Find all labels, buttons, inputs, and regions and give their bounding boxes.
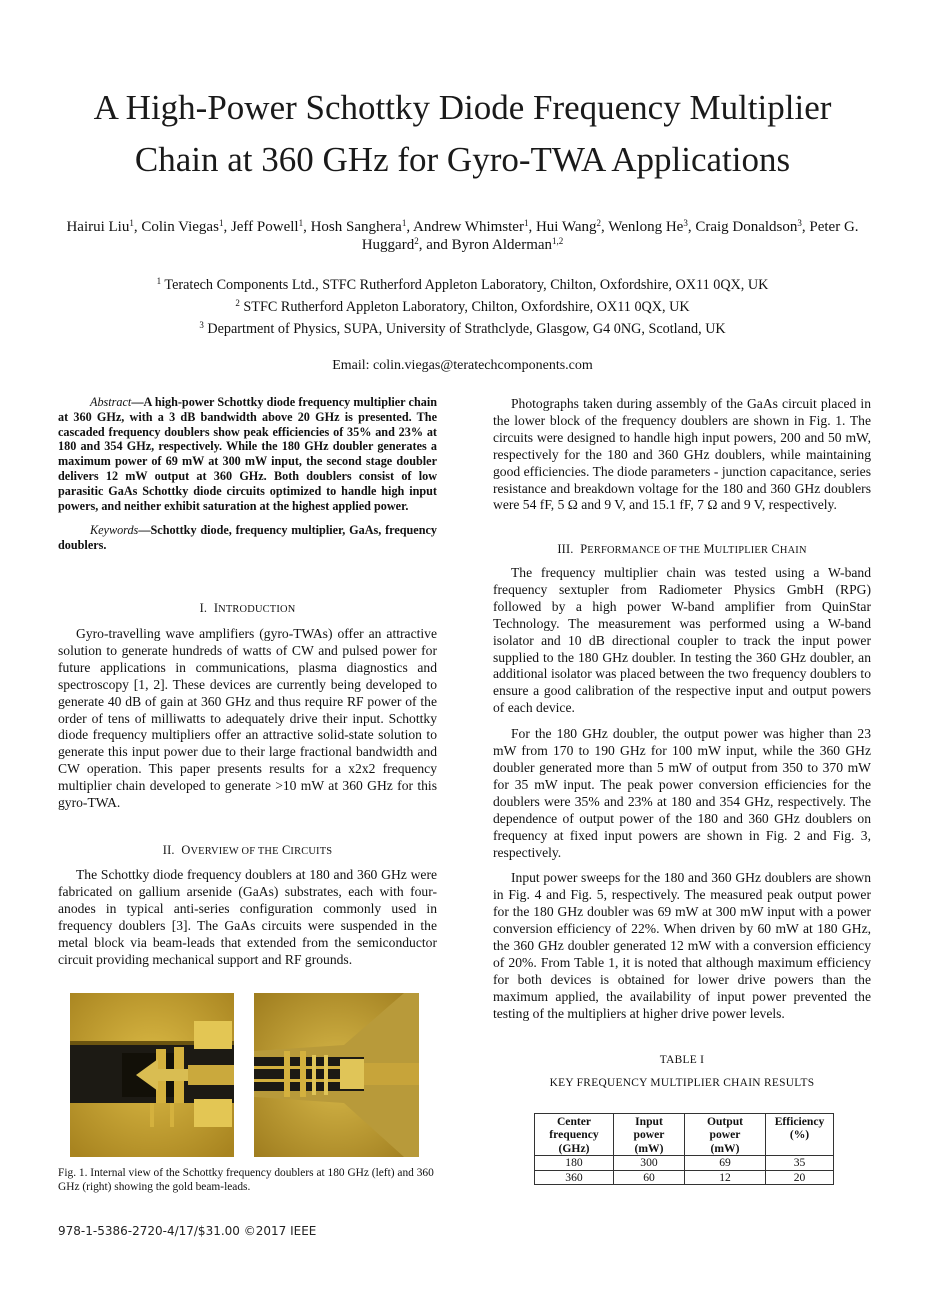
affiliation-2: $^2$ STFC Rutherford Appleton Laboratory, Chilton, Oxfordshire, OX11 0QX, UK [235,298,690,315]
table-cell: 35 [766,1156,834,1170]
overview-body: The Schottky diode frequency doublers at 180 and 360 GHz were fabricated on gallium arsenide (GaAs) substrates, each with four-anodes in typical anti-series configuration commonly used in frequency doublers [3]. The GaAs circuits were suspended in the metal block via beam-leads that extended from the semiconductor circuit providing mechanical support and RF grounds. [58,867,437,967]
keywords-label: Keywords [90,523,139,538]
affiliation-marker: 2 [596,218,602,228]
affiliation-marker: 1 [401,218,407,228]
section-heading-introduction: I. INTRODUCTION [199,601,296,615]
figure-1-photo-360ghz [254,993,419,1157]
author: Byron Alderman [451,237,553,253]
table-cell: 12 [685,1170,766,1184]
author: Jeff Powell [230,219,299,235]
affiliation-marker: 2 [414,236,419,246]
author: Wenlong He [608,219,684,235]
affiliation-marker: 2 [235,298,240,308]
table-cell: 20 [766,1170,834,1184]
affiliation-marker: 1 [523,218,529,228]
author: Andrew Whimster [413,219,524,235]
section-heading-performance: III. PERFORMANCE OF THE MULTIPLIER CHAIN [557,542,807,556]
author: Colin Viegas [141,219,219,235]
table-1-title: KEY FREQUENCY MULTIPLIER CHAIN RESULTS [549,1077,815,1089]
abstract: Abstract—A high-power Schottky diode frequency multiplier chain at 360 GHz, with a 3 dB bandwidth above 20 GHz is presented. The cascaded frequency doublers show peak efficiencies of 35% and 23% at 180 and 354 GHz, respectively. While the 180 GHz doubler generates a maximum power of 69 mW at 300 mW input, the second stage doubler delivers 12 mW output at 360 GHz. Both doublers consist of low parasitic GaAs Schottky diode circuits optimized to handle high input powers, and neither exhibit saturation at the highest applied power. Keywords—Schottky diode, frequency multiplier, GaAs, frequency doublers. [58,395,437,553]
table-header-cell: Input power (mW) [614,1114,685,1156]
table-header-cell: Center frequency (GHz) [535,1114,614,1156]
performance-paragraph-3: Input power sweeps for the 180 and 360 GHz doublers are shown in Fig. 4 and Fig. 5, respectively. The measured peak output power for the 180 GHz doubler was 69 mW at 300 mW input with a power conversion efficiency of 22%. When driven by 60 mW at 180 GHz, the 360 GHz doubler generated 12 mW with a conversion efficiency of 20%. From Table 1, it is noted that although maximum efficiency for both devices is obtained for lower drive powers than the maximum applied, the availability of input power prevented the testing of the multipliers at higher drive power levels. [493,870,871,1021]
affiliation-3: $^3$ Department of Physics, SUPA, University of Strathclyde, Glasgow, G4 0NG, Scotland, UK [199,320,726,337]
doubler-180ghz-image [70,993,234,1157]
section-heading-overview: II. OVERVIEW OF THE CIRCUITS [162,843,333,857]
table-header-cell: Output power (mW) [685,1114,766,1156]
introduction-body: Gyro-travelling wave amplifiers (gyro-TWAs) offer an attractive solution to generate hundreds of watts of CW and pulsed power for future applications in communications, plasma diagnostics and spectroscopy [1, 2]. These devices are currently being developed to generate 40 dB of gain at 360 GHz and thus require RF power of the order of tens of milliwatts to adequately drive their input. Schottky diode frequency multipliers offer an attractive solid-state solution to generate this input power due to their large fractional bandwidth and CW operation. This paper presents results for a x2x2 frequency multiplier chain developed to generate >10 mW at 360 GHz for this gyro-TWA. [58,626,437,811]
performance-body [493,565,871,1023]
affiliation-marker: 1 [298,218,304,228]
author-list: Hairui Liu$^1$, Colin Viegas$^1$, Jeff Powell$^1$, Hosh Sanghera$^1$, Andrew Whimster$^1$, Hui Wang$^2$, Wenlong He$^3$, Craig Donaldson$^3$, Peter G. Huggard$^2$, and Byron Alderman$^{1,2}$ [66,218,859,253]
figure-1-caption: Fig. 1. Internal view of the Schottky frequency doublers at 180 GHz (left) and 360 GHz (right) showing the gold beam-leads. [58,1167,434,1193]
table-1-label: TABLE I [659,1054,705,1066]
title-line-2: Chain at 360 GHz for Gyro-TWA Applications [134,140,791,179]
affiliation-1: $^1$ Teratech Components Ltd., STFC Rutherford Appleton Laboratory, Chilton, Oxfordshire, OX11 0QX, UK [156,276,769,293]
affiliation-marker: 3 [199,320,204,330]
author: Hui Wang [535,219,597,235]
affiliation-marker: 1,2 [552,236,564,246]
table-cell: 300 [614,1156,685,1170]
table-row [535,1156,834,1170]
title-line-1: A High-Power Schottky Diode Frequency Multiplier [93,88,832,127]
author: Hosh Sanghera [310,219,402,235]
author: Peter G. Huggard [361,219,859,253]
keywords-text: Schottky diode, frequency multiplier, GaAs, frequency doublers. [58,523,437,553]
table-header-row [535,1114,834,1156]
contact-email: Email: colin.viegas@teratechcomponents.com [332,358,593,373]
figure-1-photo-180ghz [70,993,234,1157]
affiliation-marker: 3 [683,218,688,228]
affiliation-marker: 3 [797,218,802,228]
copyright-footer: 978-1-5386-2720-4/17/$31.00 ©2017 IEEE [58,1224,317,1238]
abstract-text: A high-power Schottky diode frequency multiplier chain at 360 GHz, with a 3 dB bandwidth above 20 GHz is presented. The cascaded frequency doublers show peak efficiencies of 35% and 23% at 180 and 354 GHz, respectively. While the 180 GHz doubler generates a maximum power of 69 mW at 300 mW input, the second stage doubler delivers 12 mW output at 360 GHz. Both doublers consist of low parasitic GaAs Schottky diode circuits optimized to handle high input powers, and neither exhibit saturation at the highest applied power. [58,395,437,513]
author: Hairui Liu [66,219,130,235]
affiliation-marker: 1 [156,276,162,286]
paper-title [40,82,885,186]
circuits-body-continued: Photographs taken during assembly of the GaAs circuit placed in the lower block of the frequency doublers are shown in Fig. 1. The circuits were designed to handle high input powers, 200 and 50 mW, respectively for the 180 and 360 GHz doublers, while maintaining good efficiencies. The diode parameters - junction capacitance, series resistance and breakdown voltage for the 180 and 360 GHz doublers were 54 fF, 5 Ω and 9 V, and 15.1 fF, 7 Ω and 9 V, respectively. [493,396,871,513]
author: Craig Donaldson [695,219,798,235]
table-cell: 60 [614,1170,685,1184]
doubler-360ghz-image [254,993,419,1157]
table-cell: 360 [535,1170,614,1184]
abstract-label: Abstract [90,395,132,409]
table-header-cell: Efficiency (%) [766,1114,834,1156]
affiliation-marker: 1 [218,218,224,228]
table-cell: 69 [685,1156,766,1170]
performance-paragraph-1: The frequency multiplier chain was tested using a W-band frequency sextupler from Radiometer Physics GmbH (RPG) followed by a high power W-band amplifier from QuinStar Technology. The measurement was performed using a W-band isolator and 10 dB directional coupler to track the input power supplied to the 180 GHz doubler. In testing the 360 GHz doubler, an additional isolator was placed between the two frequency doublers to ensure a good calibration of the respective input and output powers of each device. [493,565,871,716]
table-1 [534,1113,834,1185]
affiliation-marker: 1 [129,218,134,228]
performance-paragraph-2: For the 180 GHz doubler, the output power was higher than 23 mW from 170 to 190 GHz for 100 mW input, while the 360 GHz doubler generated more than 5 mW of output from 350 to 370 mW for 35 mW input. The peak power conversion efficiencies for the doublers were 35% and 23% at 180 and 354 GHz, respectively. The dependence of output power of the 180 and 360 GHz doublers on frequency at fixed input powers are shown in Fig. 2 and Fig. 3, respectively. [493,726,871,860]
table-cell: 180 [535,1156,614,1170]
table-row [535,1170,834,1184]
